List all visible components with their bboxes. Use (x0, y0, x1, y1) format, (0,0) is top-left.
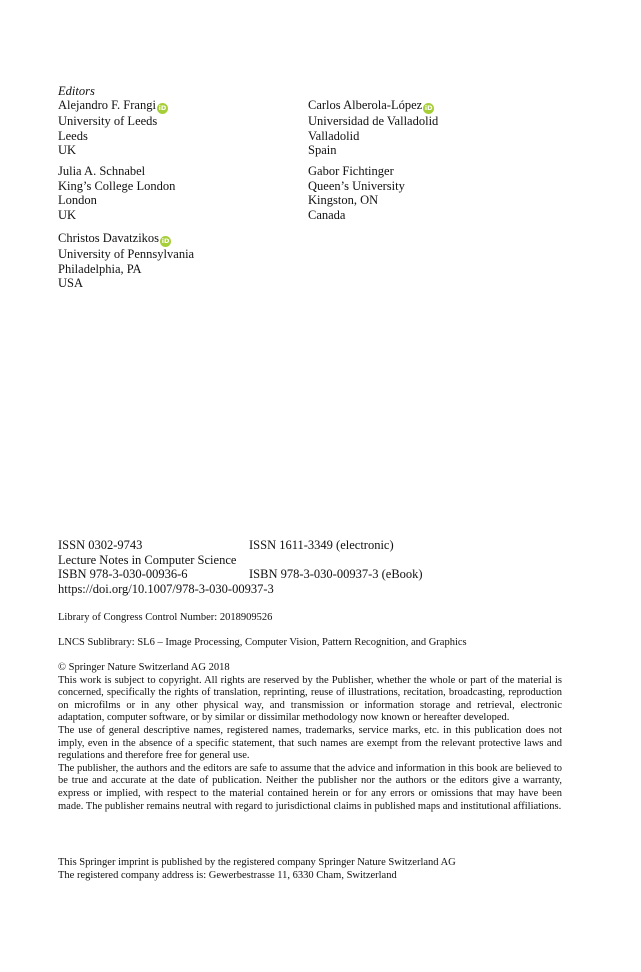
orcid-icon[interactable]: iD (424, 104, 433, 112)
doi-link[interactable]: https://doi.org/10.1007/978-3-030-00937-3 (58, 581, 274, 596)
editor-affiliation: Universidad de Valladolid (308, 114, 439, 128)
copyright-block (58, 662, 562, 813)
sublibrary: LNCS Sublibrary: SL6 – Image Processing, Computer Vision, Pattern Recognition, and Graphics (58, 637, 467, 648)
editor-affiliation: University of Leeds (58, 114, 158, 128)
isbn-print: ISBN 978-3-030-00936-6 (58, 567, 188, 581)
editor-city: Leeds (58, 128, 88, 143)
orcid-icon[interactable]: iD (158, 104, 167, 112)
editor-name: Christos Davatzikos (58, 231, 160, 245)
editors-heading: Editors (58, 84, 95, 98)
editor-country: Canada (308, 207, 346, 222)
copyright-line: © Springer Nature Switzerland AG 2018 (58, 662, 230, 673)
editor-entry (58, 164, 175, 222)
copyright-page (58, 0, 562, 972)
editor-name: Gabor Fichtinger (308, 164, 394, 178)
editor-entry (58, 98, 168, 158)
copyright-paragraph: The publisher, the authors and the editors are safe to assume that the advice and information in this book are believed to be true and accurate at the date of publication. Neither the publisher nor the authors or the editors give a warranty, express or implied, with respect to the material contained herein or for any errors or omissions that may have been made. The publisher remains neutral with regard to jurisdictional claims in published maps and institutional affiliations. (58, 762, 562, 812)
editor-affiliation: University of Pennsylvania (58, 247, 195, 261)
editor-city: London (58, 193, 97, 207)
editor-affiliation: King’s College London (58, 178, 176, 193)
editor-city: Philadelphia, PA (58, 261, 142, 276)
issn-print: ISSN 0302-9743 (58, 538, 143, 552)
copyright-paragraph: The use of general descriptive names, registered names, trademarks, service marks, etc. in this publication does not imply, even in the absence of a specific statement, that such names are exempt from the relevant protective laws and regulations and therefore free for general use. (58, 724, 562, 762)
editor-country: UK (58, 207, 77, 222)
imprint-line: This Springer imprint is published by the registered company Springer Nature Switzerland AG (58, 857, 456, 868)
editor-name: Julia A. Schnabel (58, 164, 146, 178)
issn-electronic: ISSN 1611-3349 (electronic) (249, 538, 394, 552)
editor-country: Spain (308, 143, 337, 157)
isbn-ebook: ISBN 978-3-030-00937-3 (eBook) (249, 567, 423, 581)
editor-entry (308, 98, 438, 158)
editor-entry (58, 231, 194, 291)
editor-name: Carlos Alberola-López (308, 98, 423, 112)
editor-country: UK (58, 143, 77, 157)
orcid-icon[interactable]: iD (161, 237, 170, 245)
editor-name: Alejandro F. Frangi (58, 98, 156, 112)
editor-city: Valladolid (308, 128, 360, 143)
editor-entry (308, 164, 405, 222)
series-name: Lecture Notes in Computer Science (58, 552, 237, 567)
issn-isbn-block (58, 538, 562, 596)
copyright-paragraph: This work is subject to copyright. All rights are reserved by the Publisher, whether the whole or part of the material is concerned, specifically the rights of translation, reprinting, reuse of illustrations, recitation, broadcasting, reproduction on microfilms or in any other physical way, and transmission or information storage and retrieval, electronic adaptation, computer software, or by similar or dissimilar methodology now known or hereafter developed. (58, 674, 562, 724)
lccn: Library of Congress Control Number: 2018909526 (58, 612, 273, 623)
editor-country: USA (58, 276, 84, 290)
editor-city: Kingston, ON (308, 193, 379, 207)
editor-affiliation: Queen’s University (308, 178, 405, 193)
imprint-address: The registered company address is: Gewerbestrasse 11, 6330 Cham, Switzerland (58, 869, 397, 881)
imprint-block (58, 857, 562, 882)
